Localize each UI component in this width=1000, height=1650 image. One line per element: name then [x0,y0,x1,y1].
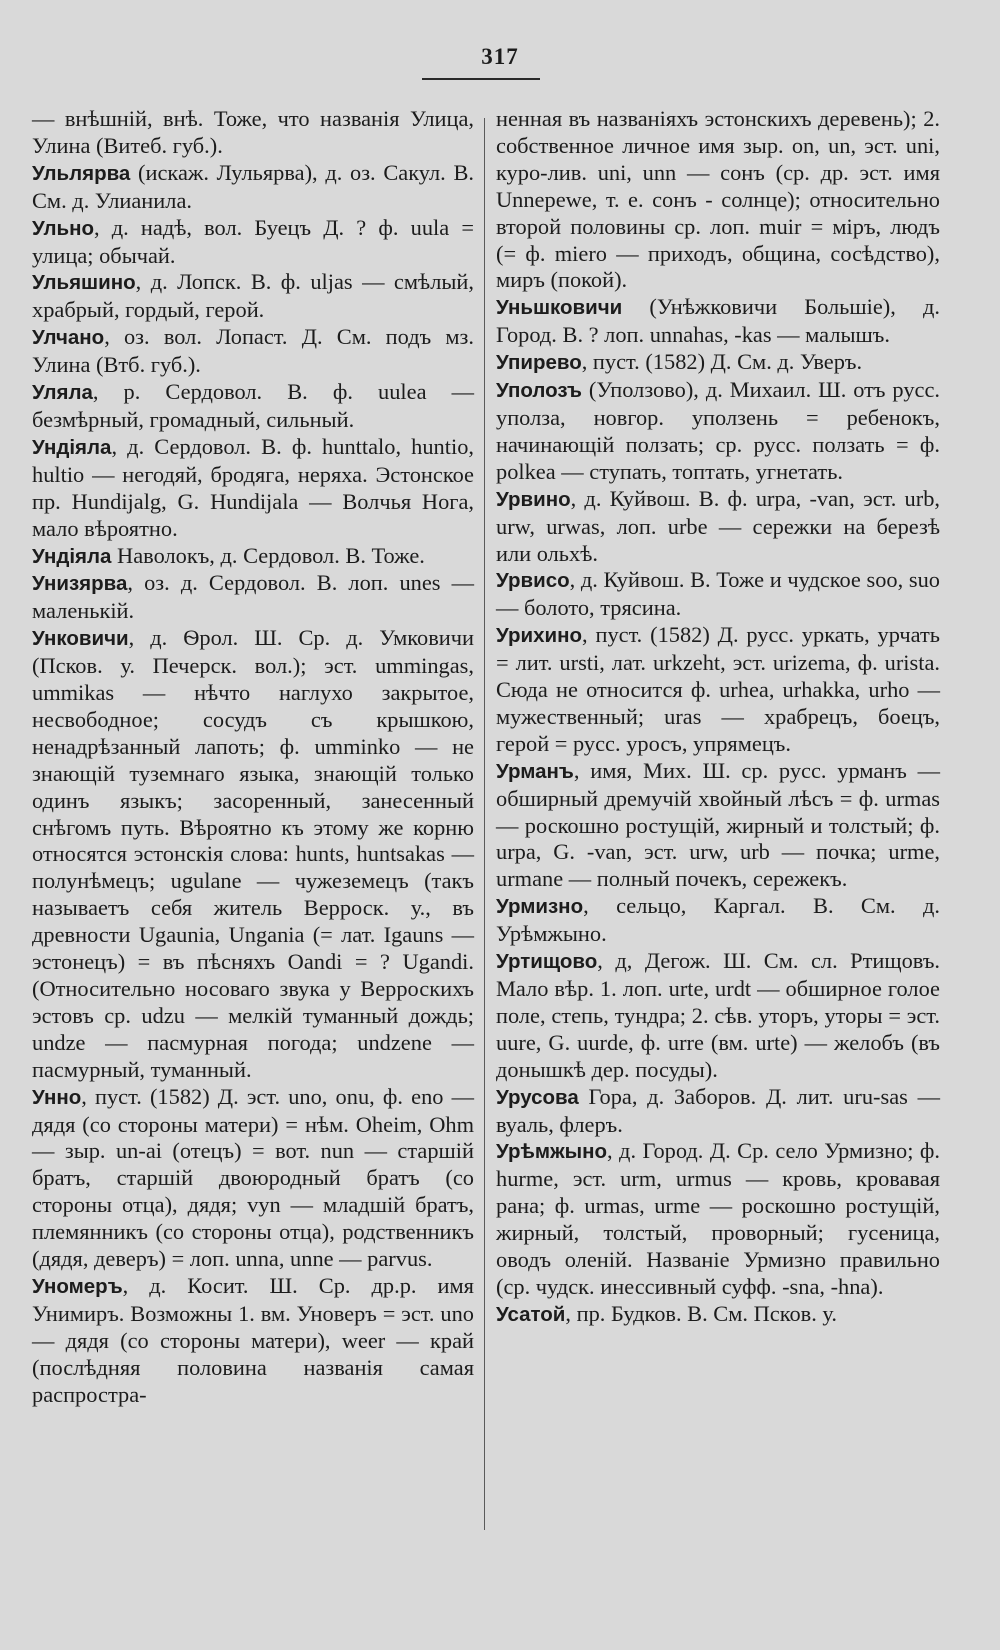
dictionary-entry [496,1301,940,1329]
entry-headword: Урвисо [496,569,570,593]
entry-headword: Улчано [32,326,105,350]
header-rule [422,78,540,80]
dictionary-entry [32,215,474,270]
entry-headword: Ульлярва [32,161,131,185]
dictionary-entry [32,324,474,379]
entry-headword: Унковичи [32,627,129,651]
entry-headword: Уляла [32,381,93,405]
entry-headword: Урихино [496,624,583,648]
entry-headword: Уртищово [496,950,598,974]
entry-headword: Ундіяла [32,544,112,568]
dictionary-entry [496,758,940,894]
entry-text: , д. Лопск. В. ф. uljas — смѣлый, храбрый, гордый, герой. [32,269,474,323]
dictionary-entry [32,1084,474,1273]
entry-headword: Урвино [496,487,571,511]
entry-text: (Уползово), д. Михаил. Ш. отъ русс. уполза, новгор. уползень = ребенокъ, начинающій ползать; ср. русс. ползать = ф. polkea — ступать, топтать, угнетать. [496,377,940,484]
entry-headword: Уньшковичи [496,296,623,320]
dictionary-entry [496,486,940,568]
dictionary-entry [32,269,474,324]
entry-headword: Унно [32,1085,82,1109]
dictionary-entry [496,294,940,349]
dictionary-entry [32,379,474,434]
right-column [496,106,940,1329]
entry-headword: Уполозъ [496,379,582,403]
entry-headword: Урмизно [496,895,584,919]
dictionary-entry [496,1084,940,1139]
entry-text: ненная въ названіяхъ эстонскихъ деревень); 2. собственное личное имя зыр. on, un, эст. uni, куро-лив. uni, unn — сонъ (ср. др. эст. имя Unnepewe, т. е. сонъ - солнце); относительно второй половины ср. лоп. muir = міръ, людъ (= ф. miero — приходъ, община, сосѣдство), миръ (покой). [496,106,940,293]
column-divider [484,118,485,1530]
dictionary-entry [496,567,940,622]
entry-headword: Урѣмжыно [496,1140,608,1164]
entry-headword: Урусова [496,1085,579,1109]
dictionary-entry [32,160,474,215]
entry-text: Гора, д. Заборов. Д. лит. uru-sas — вуаль, флеръ. [496,1083,940,1137]
entry-text: , пуст. (1582) Д. См. д. Уверъ. [581,349,863,375]
dictionary-entry [496,349,940,377]
entry-text: , д. Ѳрол. Ш. Ср. д. Умковичи (Псков. у. Печерск. вол.); эст. ummingas, ummikas — нѣчто наглухо закрытое, несвободное; сосудъ съ крышкою, ненадрѣзанный лапоть; ф. umminko — не знающій туземнаго языка, знающій только одинъ языкъ; засоренный, занесенный снѣгомъ путь. Вѣроятно къ этому же корню относятся эстонскія слова: hunts, huntsakas — полунѣмецъ; ugulane — чужеземецъ (такъ называетъ себя житель Верроск. у., въ древности Ugaunia, Ungania (= лат. Igauns — эстонецъ) = въ пѣсняхъ Oandi = ? Ugandi. (Относительно носоваго звука у Верроскихъ эстовъ ср. udzu — мелкій туманный дождь; undze — пасмурная погода; undzene — пасмурный, туманный. [32,625,474,1082]
entry-text: Наволокъ, д. Сердовол. В. Тоже. [111,542,425,568]
dictionary-entry [496,948,940,1084]
entry-headword: Уномеръ [32,1274,123,1298]
dictionary-entry [496,377,940,486]
entry-text: (Унѣжковичи Большіе), д. Город. В. ? лоп. unnahas, -kas — малышъ. [496,294,940,348]
dictionary-entry [32,543,474,571]
dictionary-entry [32,1273,474,1409]
dictionary-entry [496,1138,940,1300]
entry-headword: Ульяшино [32,271,136,295]
dictionary-entry [496,893,940,948]
entry-text: , д, Дегож. Ш. См. сл. Ртищовъ. Мало вѣр. 1. лоп. urte, urdt — обширное голое поле, степь, тундра; 2. сѣв. уторъ, уторы = эст. uure, G. uurde, ф. urre (вм. urte) — желобъ (въ донышкѣ дер. посуды). [496,948,940,1082]
entry-headword: Унизярва [32,572,128,596]
entry-text: , д. надѣ, вол. Буецъ Д. ? ф. uula = улица; обычай. [32,214,474,268]
entry-headword: Упирево [496,351,582,375]
page-number: 317 [481,44,519,69]
entry-headword: Ундіяла [32,435,112,459]
dictionary-entry [32,434,474,543]
entry-headword: Урманъ [496,759,574,783]
entry-text: , д. Куйвош. В. ф. urpa, -van, эст. urb, urw, urwas, лоп. urbe — сережки на березѣ или ольхѣ. [496,485,940,566]
entry-headword: Усатой [496,1302,566,1326]
dictionary-entry [496,622,940,758]
entry-text: , д. Город. Д. Ср. село Урмизно; ф. hurme, эст. urm, urmus — кровь, кровавая рана; ф. urmas, urme — роскошно ростущій, жирный, толстый, проворный; гусеница, оводъ оленій. Названіе Урмизно правильно (ср. чудск. инессивный суфф. -sna, -hna). [496,1138,940,1299]
dictionary-entry [32,625,474,1083]
dictionary-entry [32,106,474,160]
entry-text: , пуст. (1582) Д. эст. uno, onu, ф. eno — дядя (со стороны матери) = нѣм. Oheim, Ohm — зыр. un-ai (отецъ) = вот. nun — старшій братъ, старшій двоюродный братъ (со стороны отца), дядя; vyn — младшій братъ, племянникъ (со стороны отца), родственникъ (дядя, деверъ) = лоп. unna, unne — parvus. [32,1083,474,1272]
entry-text: , д. Куйвош. В. Тоже и чудское soo, suo — болото, трясина. [496,567,940,621]
left-column [32,106,474,1409]
entry-text: , оз. д. Сердовол. В. лоп. unes — маленькій. [32,570,474,624]
entry-text: , пр. Будков. В. См. Псков. у. [565,1300,837,1326]
dictionary-entry [32,570,474,625]
entry-text: , д. Косит. Ш. Ср. др.р. имя Унимиръ. Возможны 1. вм. Уноверъ = эст. uno — дядя (со стороны матери), weer — край (послѣдняя половина названія самая распростра- [32,1272,474,1407]
entry-text: , р. Сердовол. В. ф. uulea — безмѣрный, громадный, сильный. [32,379,474,432]
entry-text: , сельцо, Каргал. В. См. д. Урѣмжыно. [496,893,940,947]
entry-text: , имя, Мих. Ш. ср. русс. урманъ — обширный дремучій хвойный лѣсъ = ф. urmas — роскошно ростущій, жирный и толстый; ф. urpa, G. -van, эст. urw, urb — почка; urme, urmane — полный почекъ, сережекъ. [496,757,940,892]
entry-headword: Ульно [32,216,94,240]
dictionary-entry [496,106,940,294]
entry-text: , д. Сердовол. В. ф. hunttalo, huntio, hultio — негодяй, бродяга, неряха. Эстонское пр. Hundijalg, G. Hundijala — Волчья Нога, мало вѣроятно. [32,433,474,541]
entry-text: , оз. вол. Лопаст. Д. См. подъ мз. Улина (Втб. губ.). [32,324,474,378]
entry-text: — внѣшній, внѣ. Тоже, что названія Улица, Улина (Витеб. губ.). [32,106,474,158]
entry-text: (искаж. Лульярва), д. оз. Сакул. В. См. д. Улианила. [32,159,474,213]
entry-text: , пуст. (1582) Д. русс. уркать, урчать = лит. ursti, лат. urkzeht, эст. urizema, ф. urista. Сюда не относится ф. urhea, urhakka, urho — мужественный; uras — храбрецъ, боецъ, герой = русс. уросъ, упрямецъ. [496,622,940,756]
